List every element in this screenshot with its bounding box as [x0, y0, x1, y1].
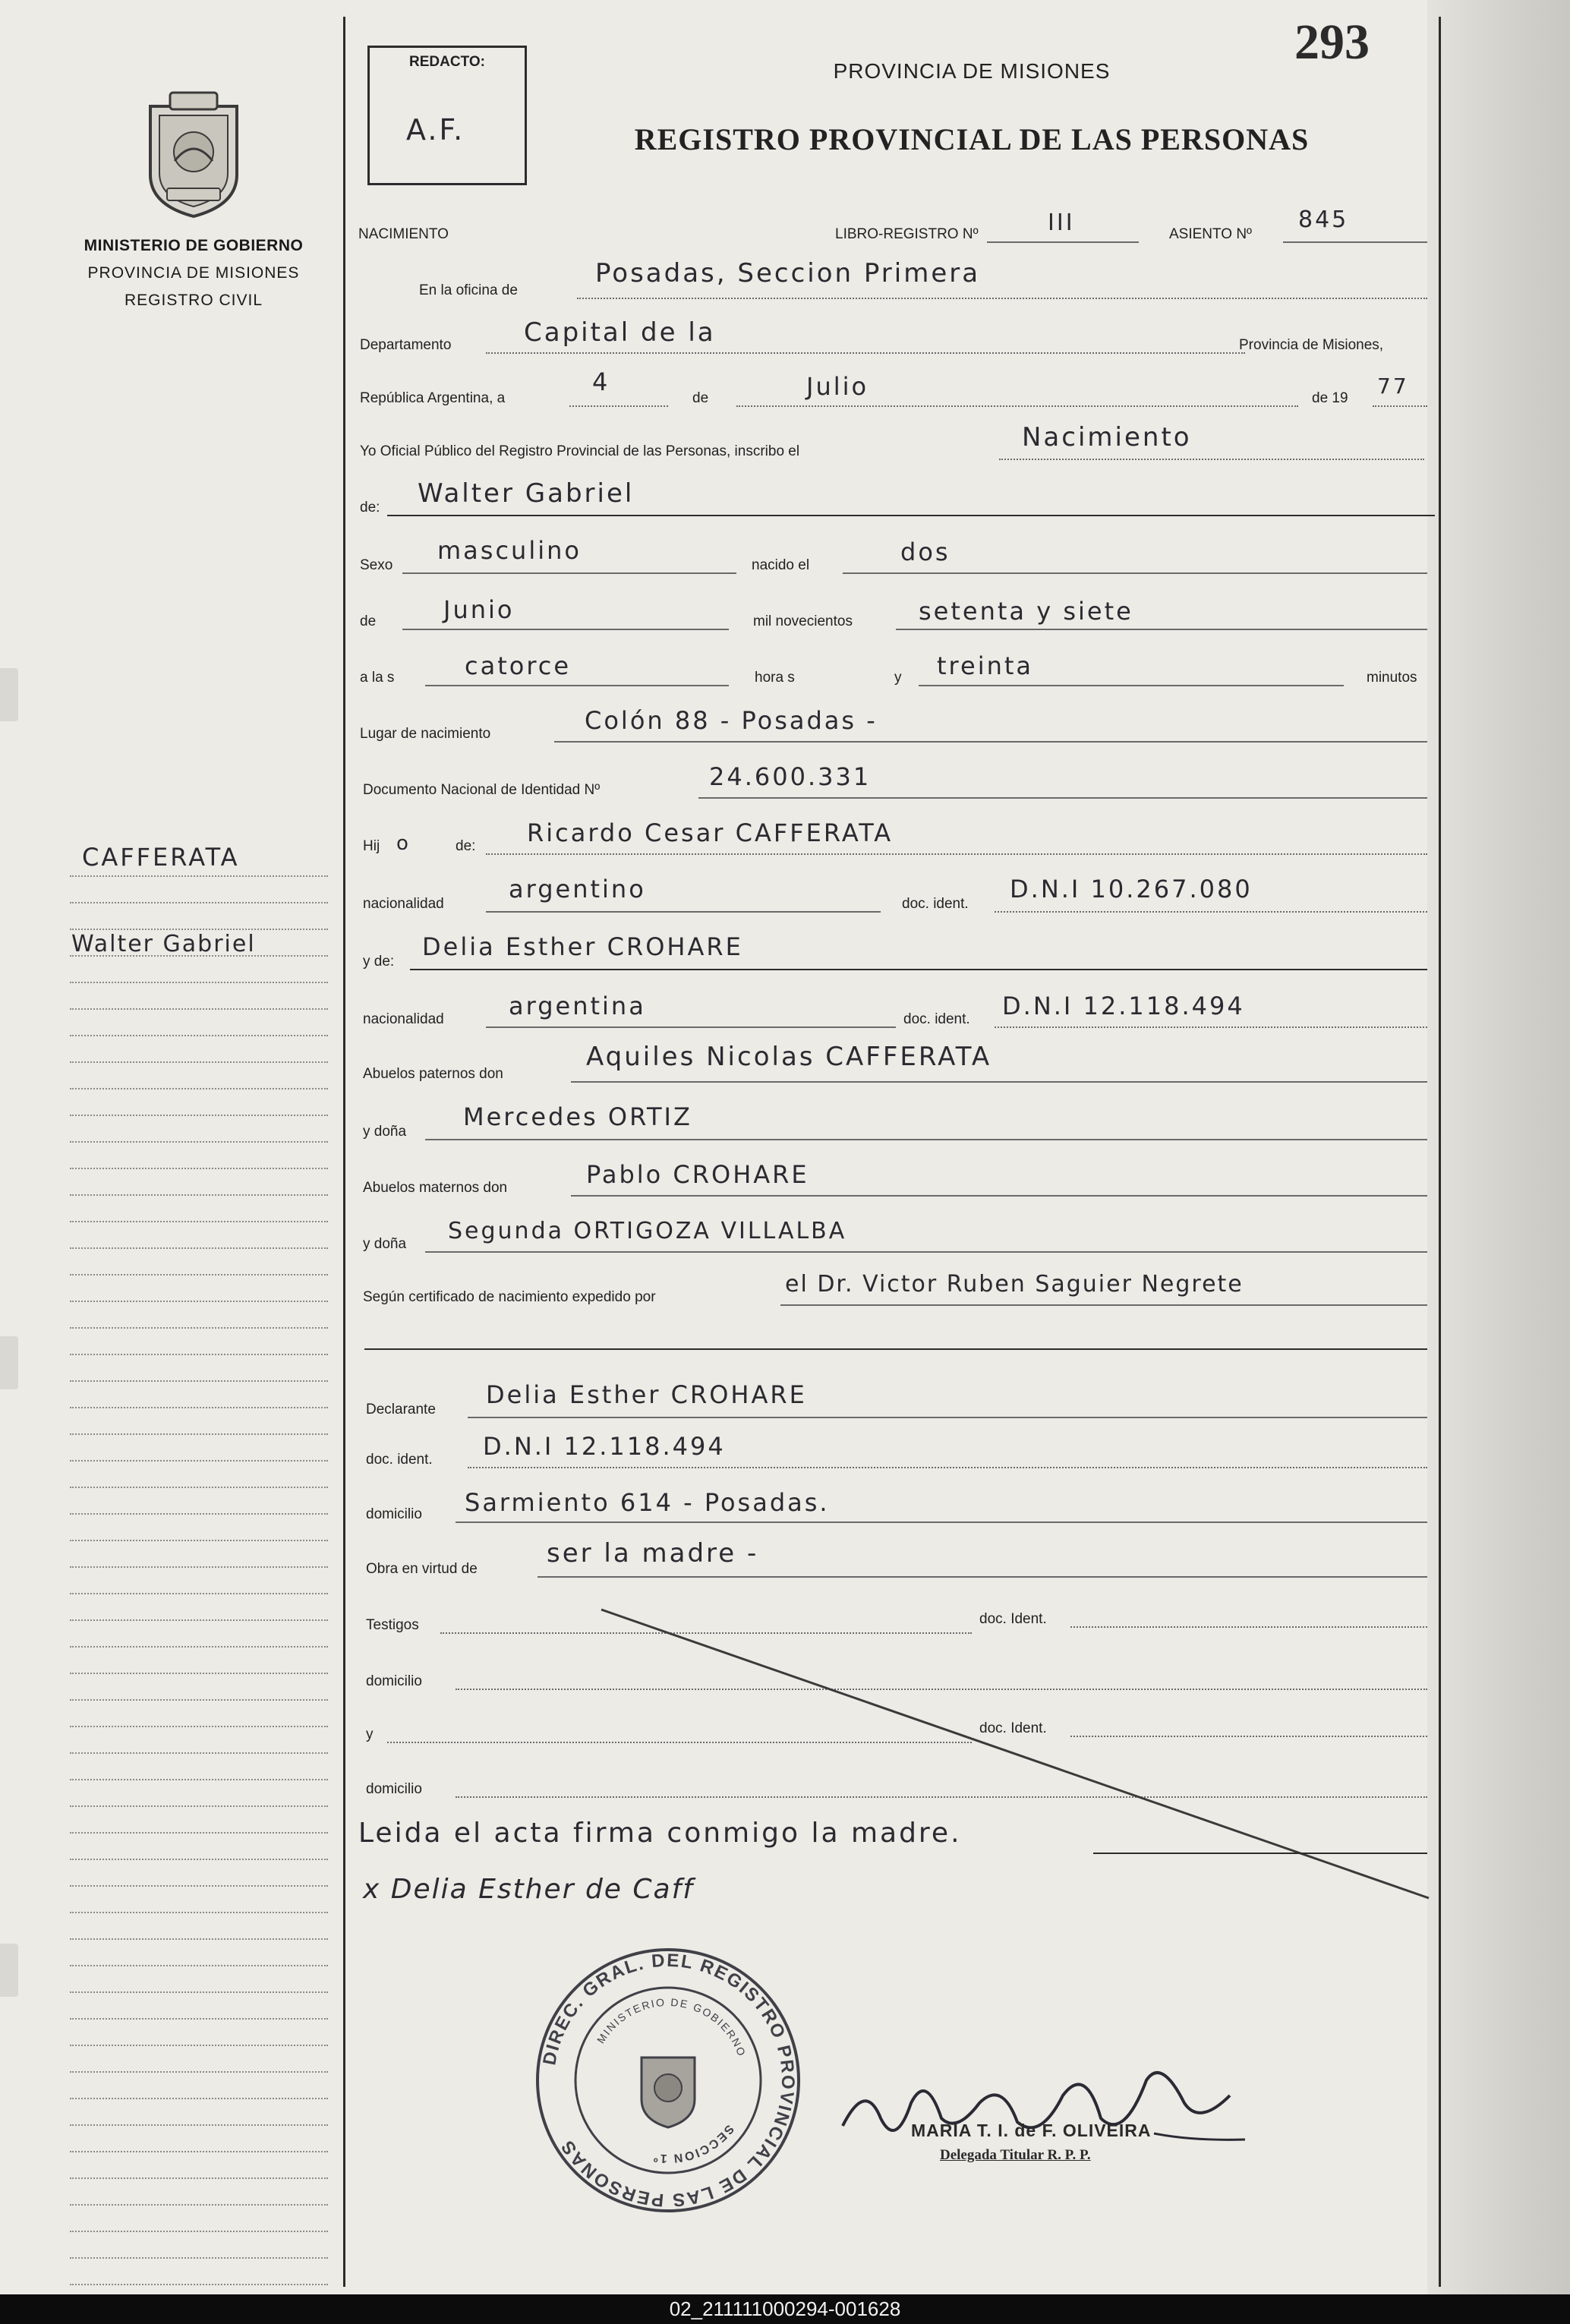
lugar-line	[554, 741, 1427, 743]
dni-value: 24.600.331	[709, 762, 872, 791]
doc-ident-madre-label: doc. ident.	[903, 1011, 970, 1027]
nacionalidad-padre-value: argentino	[509, 875, 646, 903]
domicilio-line	[456, 1521, 1427, 1523]
margin-line	[70, 1408, 328, 1435]
asiento-label: ASIENTO Nº	[1169, 226, 1252, 242]
margin-line	[70, 1860, 328, 1887]
abuela-paterna-value: Mercedes ORTIZ	[463, 1102, 692, 1131]
sexo-line	[402, 572, 736, 574]
hijo-suffix: o	[396, 832, 411, 855]
svg-text:MINISTERIO DE GOBIERNO	[594, 1996, 749, 2059]
testigos-label: Testigos	[366, 1617, 419, 1633]
margin-line	[70, 1302, 328, 1329]
sexo-label: Sexo	[360, 557, 393, 573]
y-dona-materna-label: y doña	[363, 1236, 407, 1252]
redacto-label: REDACTO:	[409, 54, 485, 70]
margin-line	[70, 1754, 328, 1780]
persona-value: Walter Gabriel	[418, 478, 635, 509]
libro-line	[987, 241, 1139, 243]
margin-surname: CAFFERATA	[82, 843, 240, 872]
persona-line	[387, 515, 1435, 516]
nacido-mes-value: Junio	[443, 595, 515, 624]
margin-line	[70, 1541, 328, 1568]
certificado-line-2	[364, 1348, 1427, 1350]
doc-ident-decl-label: doc. ident.	[366, 1452, 433, 1468]
sexo-value: masculino	[437, 536, 582, 565]
margin-line	[70, 1834, 328, 1860]
nacionalidad-madre-value: argentina	[509, 992, 646, 1020]
nacido-dia-line	[843, 572, 1427, 574]
inscribo-value: Nacimiento	[1022, 422, 1192, 453]
hora-line	[425, 685, 729, 686]
margin-line	[70, 1462, 328, 1488]
declarante-value: Delia Esther CROHARE	[486, 1380, 807, 1409]
lugar-label: Lugar de nacimiento	[360, 726, 491, 742]
margin-line	[70, 1674, 328, 1701]
anio-value: 77	[1377, 374, 1409, 399]
margin-line	[70, 2046, 328, 2073]
doc-madre-value: D.N.I 12.118.494	[1002, 992, 1245, 1020]
margin-line	[70, 2206, 328, 2232]
mil-label: mil novecientos	[753, 613, 853, 629]
asiento-line	[1283, 241, 1427, 243]
margin-line	[70, 2126, 328, 2152]
abuela-materna-line	[425, 1251, 1427, 1253]
oficina-label: En la oficina de	[419, 282, 518, 298]
republica-label: República Argentina, a	[360, 390, 506, 406]
leida-note: Leida el acta firma conmigo la madre.	[358, 1818, 962, 1849]
act-type-label: NACIMIENTO	[358, 226, 449, 242]
asiento-value: 845	[1298, 207, 1349, 233]
nacionalidad-madre-label: nacionalidad	[363, 1011, 444, 1027]
margin-line	[70, 2073, 328, 2099]
margin-line	[70, 1488, 328, 1515]
dia-line	[569, 405, 668, 407]
registry-title: REGISTRO PROVINCIAL DE LAS PERSONAS	[634, 122, 1310, 156]
nacionalidad-padre-line	[486, 911, 881, 913]
image-caption: 02_211111000294-001628	[0, 2294, 1570, 2324]
abuelo-materno-value: Pablo CROHARE	[586, 1160, 809, 1189]
margin-line	[70, 1089, 328, 1116]
de-persona-label: de:	[360, 500, 380, 516]
margin-line	[70, 2179, 328, 2206]
nacido-label: nacido el	[752, 557, 810, 573]
de-label: de	[692, 390, 709, 406]
declarant-signature: x Delia Esther de Caff	[363, 1874, 694, 1905]
margin-line	[70, 1913, 328, 1940]
dia-value: 4	[592, 367, 610, 396]
province-title: PROVINCIA DE MISIONES	[833, 59, 1111, 83]
leida-line	[1093, 1853, 1427, 1854]
mes-value: Julio	[806, 372, 869, 401]
alas-label: a la s	[360, 670, 395, 686]
form-border	[343, 17, 1441, 2287]
domicilio-test-label: domicilio	[366, 1673, 422, 1689]
margin-line	[70, 2152, 328, 2179]
page-edge-shadow	[1427, 0, 1570, 2294]
hora-value: catorce	[465, 651, 572, 680]
doc-padre-line	[995, 911, 1427, 913]
certificado-label: Según certificado de nacimiento expedido por	[363, 1289, 656, 1305]
y-dona-label: y doña	[363, 1124, 407, 1140]
redacto-initials: A.F.	[406, 113, 465, 147]
doc-madre-line	[995, 1026, 1427, 1028]
nacido-anio-line	[896, 629, 1427, 630]
obra-label: Obra en virtud de	[366, 1561, 478, 1577]
margin-given-names: Walter Gabriel	[71, 931, 256, 957]
margin-line	[70, 1249, 328, 1276]
y-label: y	[894, 670, 902, 686]
domicilio-test2-label: domicilio	[366, 1781, 422, 1797]
margin-line	[70, 1196, 328, 1222]
left-margin-column	[0, 0, 343, 2294]
departamento-label: Departamento	[360, 337, 452, 353]
margin-line	[70, 1701, 328, 1727]
margin-line	[70, 1807, 328, 1834]
padre-line	[486, 853, 1427, 855]
oficina-line	[577, 298, 1427, 299]
doc-decl-value: D.N.I 12.118.494	[483, 1432, 726, 1461]
hijo-de-label: de:	[456, 838, 476, 854]
margin-line	[70, 1010, 328, 1036]
stamp-inner-text: SECCION 1º	[651, 2122, 736, 2165]
margin-line	[70, 2099, 328, 2126]
provincia-suffix: Provincia de Misiones,	[1239, 337, 1384, 353]
margin-note-lines	[70, 850, 328, 2312]
margin-line	[70, 1276, 328, 1302]
redacto-box	[367, 46, 527, 185]
page-number: 293	[1294, 14, 1370, 70]
mes-line	[736, 405, 1298, 407]
margin-line	[70, 1222, 328, 1249]
margin-line	[70, 1169, 328, 1196]
margin-line	[70, 1382, 328, 1408]
official-role: Delegada Titular R. P. P.	[940, 2147, 1091, 2163]
margin-line	[70, 1966, 328, 1993]
hijo-label: Hij	[363, 838, 380, 854]
minutos-line	[919, 685, 1344, 686]
margin-line	[70, 1621, 328, 1648]
doc-padre-value: D.N.I 10.267.080	[1010, 875, 1253, 903]
y-test-label: y	[366, 1726, 374, 1742]
nacido-dia-value: dos	[900, 538, 951, 566]
margin-line	[70, 1780, 328, 1807]
margin-line	[70, 1727, 328, 1754]
margin-line	[70, 1036, 328, 1063]
margin-line	[70, 957, 328, 983]
abuelo-paterno-line	[571, 1081, 1427, 1083]
margin-line	[70, 2232, 328, 2259]
margin-line	[70, 1329, 328, 1355]
minutos-value: treinta	[937, 651, 1034, 680]
dni-label: Documento Nacional de Identidad Nº	[363, 782, 601, 798]
abuelos-paternos-label: Abuelos paternos don	[363, 1066, 503, 1082]
svg-text:SECCION 1º	[651, 2122, 736, 2165]
certificado-line	[780, 1304, 1427, 1306]
doc-ident-test2-label: doc. Ident.	[979, 1720, 1047, 1736]
margin-line	[70, 1993, 328, 2020]
de19-label: de 19	[1312, 390, 1348, 406]
margin-line	[70, 1143, 328, 1169]
madre-line	[410, 969, 1427, 970]
margin-line	[70, 1355, 328, 1382]
stamp-outer-text: DIREC. GRAL. DEL REGISTRO PROVINCIAL DE LAS PERSONAS	[539, 1950, 799, 2211]
inscribo-label: Yo Oficial Público del Registro Provincial de las Personas, inscribo el	[360, 443, 800, 459]
registry-stamp	[531, 1944, 805, 2217]
ministry-line-2: PROVINCIA DE MISIONES	[87, 264, 300, 282]
nacionalidad-label: nacionalidad	[363, 896, 444, 912]
doc-ident-test-label: doc. Ident.	[979, 1611, 1047, 1627]
y-de-label: y de:	[363, 954, 395, 970]
abuelo-paterno-value: Aquiles Nicolas CAFFERATA	[586, 1042, 992, 1072]
de-mes-label: de	[360, 613, 377, 629]
declarante-line	[468, 1417, 1427, 1418]
margin-line	[70, 1116, 328, 1143]
lugar-value: Colón 88 - Posadas -	[585, 706, 878, 735]
departamento-line	[486, 352, 1245, 354]
margin-line	[70, 1063, 328, 1089]
margin-line	[70, 1568, 328, 1594]
hora-label: hora s	[755, 670, 795, 686]
abuela-materna-value: Segunda ORTIGOZA VILLALBA	[448, 1218, 847, 1244]
margin-line	[70, 1594, 328, 1621]
nacido-mes-line	[402, 629, 729, 630]
domicilio-value: Sarmiento 614 - Posadas.	[465, 1488, 830, 1517]
departamento-value: Capital de la	[524, 317, 716, 348]
abuelos-maternos-label: Abuelos maternos don	[363, 1180, 508, 1196]
margin-line	[70, 1887, 328, 1913]
margin-line	[70, 877, 328, 903]
abuela-paterna-line	[425, 1139, 1427, 1140]
certificado-value: el Dr. Victor Ruben Saguier Negrete	[785, 1271, 1244, 1298]
inscribo-line	[999, 459, 1424, 460]
margin-line	[70, 903, 328, 930]
ministry-line-1: MINISTERIO DE GOBIERNO	[84, 237, 304, 254]
official-name: MARIA T. I. de F. OLIVEIRA	[911, 2121, 1152, 2140]
stamp-ministry-text: MINISTERIO DE GOBIERNO	[594, 1995, 749, 2059]
obra-value: ser la madre -	[547, 1538, 759, 1569]
nacionalidad-madre-line	[486, 1026, 896, 1028]
libro-value: III	[1048, 210, 1075, 236]
padre-value: Ricardo Cesar CAFFERATA	[527, 818, 894, 847]
minutos-label: minutos	[1367, 670, 1417, 686]
margin-line	[70, 1435, 328, 1462]
libro-label: LIBRO-REGISTRO Nº	[835, 226, 979, 242]
oficina-value: Posadas, Seccion Primera	[595, 258, 981, 289]
margin-line	[70, 1515, 328, 1541]
dni-line	[698, 797, 1427, 799]
margin-line	[70, 2259, 328, 2285]
provincial-crest-icon	[137, 91, 251, 220]
margin-line	[70, 1648, 328, 1674]
declarante-label: Declarante	[366, 1402, 436, 1417]
ministry-heading	[46, 237, 342, 310]
margin-line	[70, 1940, 328, 1966]
abuelo-materno-line	[571, 1195, 1427, 1197]
anio-line	[1373, 405, 1427, 407]
doc-ident-label: doc. ident.	[902, 896, 969, 912]
margin-line	[70, 983, 328, 1010]
margin-line	[70, 2020, 328, 2046]
doc-decl-line	[468, 1467, 1427, 1468]
domicilio-label: domicilio	[366, 1506, 422, 1522]
ministry-line-3: REGISTRO CIVIL	[124, 292, 263, 309]
nacido-anio-value: setenta y siete	[919, 597, 1133, 626]
madre-value: Delia Esther CROHARE	[422, 932, 743, 961]
